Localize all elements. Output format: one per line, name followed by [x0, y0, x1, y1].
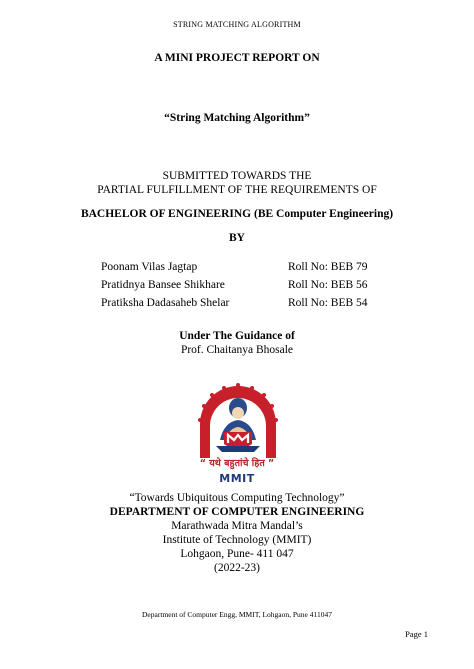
- student-name: Pratidnya Bansee Shikhare: [101, 279, 225, 291]
- report-title: A MINI PROJECT REPORT ON: [154, 52, 320, 64]
- institute-line-2: Institute of Technology (MMIT): [162, 534, 312, 546]
- student-row: [101, 279, 401, 297]
- academic-year: (2022-23): [214, 562, 260, 574]
- student-row: [101, 297, 401, 315]
- student-list: [101, 261, 401, 315]
- page-footer: Department of Computer Engg, MMIT, Lohgaon, Pune 411047: [142, 610, 332, 619]
- logo-motto: “ यथे बहुतांचे हित ”: [199, 458, 275, 469]
- running-header: STRING MATCHING ALGORITHM: [173, 20, 301, 29]
- guidance-label: Under The Guidance of: [179, 330, 295, 342]
- by-label: BY: [229, 232, 245, 244]
- page-number: Page 1: [405, 629, 428, 639]
- guide-name: Prof. Chaitanya Bhosale: [180, 344, 294, 356]
- institute-tagline: “Towards Ubiquitous Computing Technology”: [129, 492, 345, 504]
- student-roll: Roll No: BEB 79: [288, 261, 368, 273]
- student-name: Pratiksha Dadasaheb Shelar: [101, 297, 230, 309]
- degree-title: BACHELOR OF ENGINEERING (BE Computer Engineering): [80, 208, 394, 220]
- student-roll: Roll No: BEB 54: [288, 297, 368, 309]
- logo-text: MMIT: [219, 472, 255, 485]
- student-row: [101, 261, 401, 279]
- submitted-line-2: PARTIAL FULFILLMENT OF THE REQUIREMENTS OF: [97, 184, 377, 196]
- institute-address: Lohgaon, Pune- 411 047: [180, 548, 294, 560]
- department-name: DEPARTMENT OF COMPUTER ENGINEERING: [109, 506, 365, 518]
- project-title: “String Matching Algorithm”: [164, 112, 310, 124]
- institute-line-1: Marathwada Mitra Mandal’s: [171, 520, 303, 532]
- student-name: Poonam Vilas Jagtap: [101, 261, 198, 273]
- student-roll: Roll No: BEB 56: [288, 279, 368, 291]
- submitted-line-1: SUBMITTED TOWARDS THE: [162, 170, 312, 182]
